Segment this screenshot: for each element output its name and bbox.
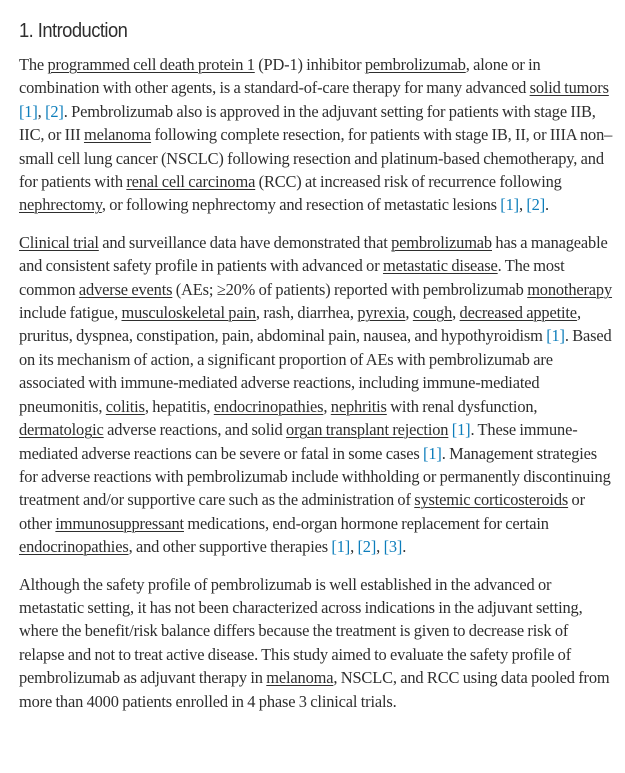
paragraph-text: . [402,537,407,557]
term-link[interactable]: adverse events [78,279,173,299]
citation-link[interactable]: [3] [383,537,403,557]
citation-link[interactable]: [1] [19,101,38,121]
term-link[interactable]: musculoskeletal pain [121,303,256,323]
paragraph-text: The [19,55,48,74]
paragraph-text: include fatigue, [19,303,122,323]
paragraph-text: , or following nephrectomy and resection of metastatic lesions [101,195,501,215]
term-link[interactable]: melanoma [83,125,152,145]
term-link[interactable]: pembrolizumab [391,232,492,252]
term-link[interactable]: organ transplant rejection [286,420,449,440]
paragraph-text: (PD-1) inhibitor [254,55,365,74]
paragraph-text: , rash, diarrhea, [255,303,358,323]
paragraph-text: . Pembrolizumab also is approved in the adjuvant setting for patients with stage IIB, IIC, or III [19,101,596,145]
paragraph [19,573,615,713]
section-body [19,53,615,713]
term-link[interactable]: endocrinopathies [19,537,129,557]
paragraph-text: , [350,537,358,557]
paragraph-text: . Based on its mechanism of action, a significant proportion of AEs with pembrolizumab are associated with immune-mediated adverse reactions, including immune-mediated pneumonitis, [19,326,612,416]
paragraph-text: , [323,396,331,416]
paragraph-text: , [452,303,460,323]
citation-link[interactable]: [2] [45,101,64,121]
paragraph-text: with renal dysfunction, [386,396,538,416]
term-link[interactable]: programmed cell death protein 1 [47,55,255,74]
paragraph-text: , NSCLC, and RCC using data pooled from more than 4000 patients enrolled in 4 phase 3 clinical trials. [19,668,610,711]
citation-link[interactable]: [2] [357,537,377,557]
paragraph-text: (AEs; ≥20% of patients) reported with pembrolizumab [172,279,528,299]
paragraph-text: . These immune-mediated adverse reactions can be severe or fatal in some cases [19,420,578,463]
term-link[interactable]: solid tumors [529,78,609,98]
term-link[interactable]: colitis [105,396,145,416]
paragraph-text: Although the safety profile of pembrolizumab is well established in the advanced or metastatic setting, it has not been characterized across indications in the adjuvant setting, where the benefit/risk balance differs because the treatment is given to decrease risk of relapse and not to treat active disease. This study aimed to evaluate the safety profile of pembrolizumab as adjuvant therapy in [19,574,583,688]
citation-link[interactable]: [1] [331,537,351,557]
term-link[interactable]: decreased appetite [459,303,577,323]
paragraph-text: . The most common [19,256,565,299]
term-link[interactable]: monotherapy [527,279,613,299]
term-link[interactable]: melanoma [266,668,334,688]
paragraph-text: adverse reactions, and solid [103,420,287,440]
paragraph-text: , pruritus, dyspnea, constipation, pain, abdominal pain, nausea, and hypothyroidism [19,303,581,346]
paragraph-text: , [37,101,46,121]
term-link[interactable]: Clinical trial [19,232,99,252]
citation-link[interactable]: [2] [526,195,546,215]
paragraph [19,53,615,217]
term-link[interactable]: nephritis [330,396,387,416]
paragraph-text: and surveillance data have demonstrated that [98,232,392,252]
section-heading: 1. Introduction [19,20,128,42]
term-link[interactable]: systemic corticosteroids [414,490,569,510]
term-link[interactable]: pembrolizumab [364,55,466,74]
term-link[interactable]: metastatic disease [382,256,498,276]
term-link[interactable]: endocrinopathies [213,396,324,416]
paragraph-text: . [545,195,549,215]
paragraph-text: following complete resection, for patients with stage IB, II, or IIIA non–small cell lung cancer (NSCLC) following resection and platinum-based chemotherapy, and for patients with [19,125,613,192]
citation-link[interactable]: [1] [500,195,519,215]
term-link[interactable]: nephrectomy [19,195,102,215]
paragraph-text: medications, end-organ hormone replacement for certain [183,513,549,533]
paragraph-text: (RCC) at increased risk of recurrence following [255,172,562,192]
citation-link[interactable]: [1] [546,326,565,346]
term-link[interactable]: immunosuppressant [55,513,184,533]
paragraph-text: . Management strategies for adverse reactions with pembrolizumab include withholding or permanently discontinuing treatment and/or supportive care such as the administration of [19,443,611,510]
paragraph-text: , hepatitis, [144,396,214,416]
term-link[interactable]: cough [412,303,453,323]
citation-link[interactable]: [1] [423,443,442,463]
paragraph-text: or other [19,490,585,533]
citation-link[interactable]: [1] [451,420,471,440]
paragraph-text: , [376,537,384,557]
term-link[interactable]: renal cell carcinoma [126,172,256,192]
paragraph-text: , and other supportive therapies [128,537,332,557]
term-link[interactable]: dermatologic [19,420,104,440]
paragraph-text: , [518,195,527,215]
paragraph-text: , [405,303,413,323]
paragraph-text: , alone or in combination with other agents, is a standard-of-care therapy for many advanced [19,55,541,98]
paragraph [19,231,615,559]
paragraph-text: has a manageable and consistent safety profile in patients with advanced or [19,232,608,276]
term-link[interactable]: pyrexia [357,303,406,323]
